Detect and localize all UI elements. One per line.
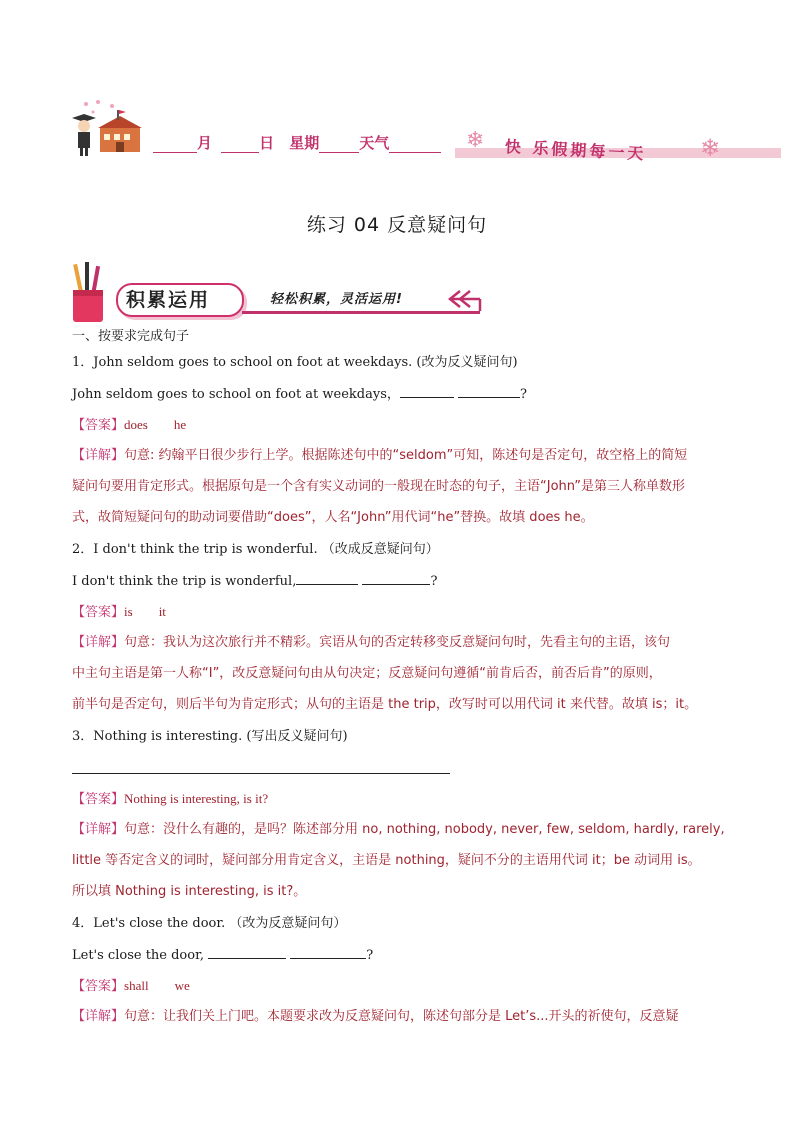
banner-underline xyxy=(242,311,480,314)
day-blank[interactable] xyxy=(221,138,259,153)
q2-answer xyxy=(72,603,166,621)
snowflake-icon: ❄ xyxy=(700,134,721,162)
q1-blank-1[interactable] xyxy=(400,385,454,398)
q3-detail-3: 所以填 Nothing is interesting, is it?。 xyxy=(72,884,307,899)
q1-answer xyxy=(72,416,186,434)
detail-tag: 【详解】 xyxy=(72,822,125,837)
page-title: 练习 04 反意疑问句 xyxy=(306,214,488,236)
q2-blank-1[interactable] xyxy=(296,572,358,585)
q2-blank-2[interactable] xyxy=(362,572,430,585)
answer-tag: 【答案】 xyxy=(72,979,125,994)
q1-detail-3: 式，故简短疑问句的助动词要借助“does”，人名“John”用代词“he”替换。故填 does he。 xyxy=(72,510,594,525)
q4-detail-1 xyxy=(72,1008,679,1025)
month-blank[interactable] xyxy=(153,138,197,153)
q4-blank-2[interactable] xyxy=(290,946,366,959)
answer-tag: 【答案】 xyxy=(72,605,125,620)
q2-prompt: 2．I don't think the trip is wonderful. （改成反意疑问句） xyxy=(72,542,439,557)
q4-detail-text-1: 句意：让我们关上门吧。本题要求改为反意疑问句，陈述句部分是 Let’s...开头的祈使句，反意疑 xyxy=(124,1009,679,1024)
header-illustration xyxy=(68,98,148,158)
q3-detail-2: little 等否定含义的词时，疑问部分用肯定含义，主语是 nothing，疑问不分的主语用代词 it；be 动词用 is。 xyxy=(72,853,701,868)
q1-answer-a: does xyxy=(124,417,148,432)
q2-stem-line xyxy=(72,572,437,590)
q3-detail-1 xyxy=(72,821,725,838)
q1-detail-2: 疑问句要用肯定形式。根据原句是一个含有实义动词的一般现在时态的句子，主语“John”是第三人称单数形 xyxy=(72,479,686,494)
detail-tag: 【详解】 xyxy=(72,1009,125,1024)
section-heading: 一、按要求完成句子 xyxy=(72,329,190,344)
q4-answer xyxy=(72,977,190,995)
q4-blank-1[interactable] xyxy=(208,946,286,959)
q2-detail-1 xyxy=(72,634,670,651)
q4-prompt: 4．Let's close the door. （改为反意疑问句） xyxy=(72,916,347,931)
q4-stem: Let's close the door, xyxy=(72,948,205,963)
q1-answer-b: he xyxy=(173,417,187,432)
q2-detail-3: 前半句是否定句，则后半句为肯定形式；从句的主语是 the trip，改写时可以用代词 it 来代替。故填 is；it。 xyxy=(72,697,698,712)
detail-tag: 【详解】 xyxy=(72,448,125,463)
q2-answer-b: it xyxy=(158,604,166,619)
q4-stem-line xyxy=(72,946,373,964)
q4-end: ? xyxy=(366,948,374,963)
snowflake-icon: ❄ xyxy=(466,128,485,153)
q4-answer-a: shall xyxy=(124,978,149,993)
q3-answer-blank[interactable] xyxy=(72,773,450,774)
q4-answer-b: we xyxy=(174,978,190,993)
q2-end: ? xyxy=(430,574,438,589)
q2-answer-a: is xyxy=(124,604,133,619)
weekday-blank[interactable] xyxy=(319,138,359,153)
q2-detail-2: 中主句主语是第一人称“I”，改反意疑问句由从句决定；反意疑问句遵循“前肯后否，前否后肯”的原则， xyxy=(72,666,662,681)
banner-subtitle: 轻松积累，灵活运用! xyxy=(270,292,403,307)
q1-detail-1 xyxy=(72,447,687,464)
weather-blank[interactable] xyxy=(389,138,441,153)
banner-label: 积累运用 xyxy=(126,289,211,311)
q1-blank-2[interactable] xyxy=(458,385,520,398)
weekday-label: 星期 xyxy=(289,134,320,152)
q3-prompt: 3．Nothing is interesting. (写出反义疑问句) xyxy=(72,729,348,744)
q3-detail-text-1: 句意：没什么有趣的，是吗？陈述部分用 no, nothing, nobody, never, few, seldom, hardly, rarely, xyxy=(124,822,725,837)
day-label: 日 xyxy=(259,134,275,152)
weather-label: 天气 xyxy=(359,134,390,152)
q1-end: ? xyxy=(520,387,528,402)
q1-detail-text-1: 句意: 约翰平日很少步行上学。根据陈述句中的“seldom”可知，陈述句是否定句，故空格上的简短 xyxy=(124,448,688,463)
answer-tag: 【答案】 xyxy=(72,418,125,433)
detail-tag: 【详解】 xyxy=(72,635,125,650)
q3-answer-text: Nothing is interesting, is it? xyxy=(124,791,269,806)
pencil-cup-icon xyxy=(68,262,108,324)
header-slogan: 快 乐假期每一天 xyxy=(504,137,647,164)
q3-answer xyxy=(72,790,268,808)
q2-stem: I don't think the trip is wonderful, xyxy=(72,574,297,589)
answer-tag: 【答案】 xyxy=(72,792,125,807)
q1-stem-line xyxy=(72,385,527,403)
q1-stem: John seldom goes to school on foot at weekdays， xyxy=(72,387,400,402)
date-weather-row xyxy=(153,132,441,153)
month-label: 月 xyxy=(197,134,213,152)
q2-detail-text-1: 句意：我认为这次旅行并不精彩。宾语从句的否定转移变反意疑问句时，先看主句的主语，该句 xyxy=(124,635,671,650)
q1-prompt: 1．John seldom goes to school on foot at weekdays. (改为反义疑问句) xyxy=(72,355,518,370)
